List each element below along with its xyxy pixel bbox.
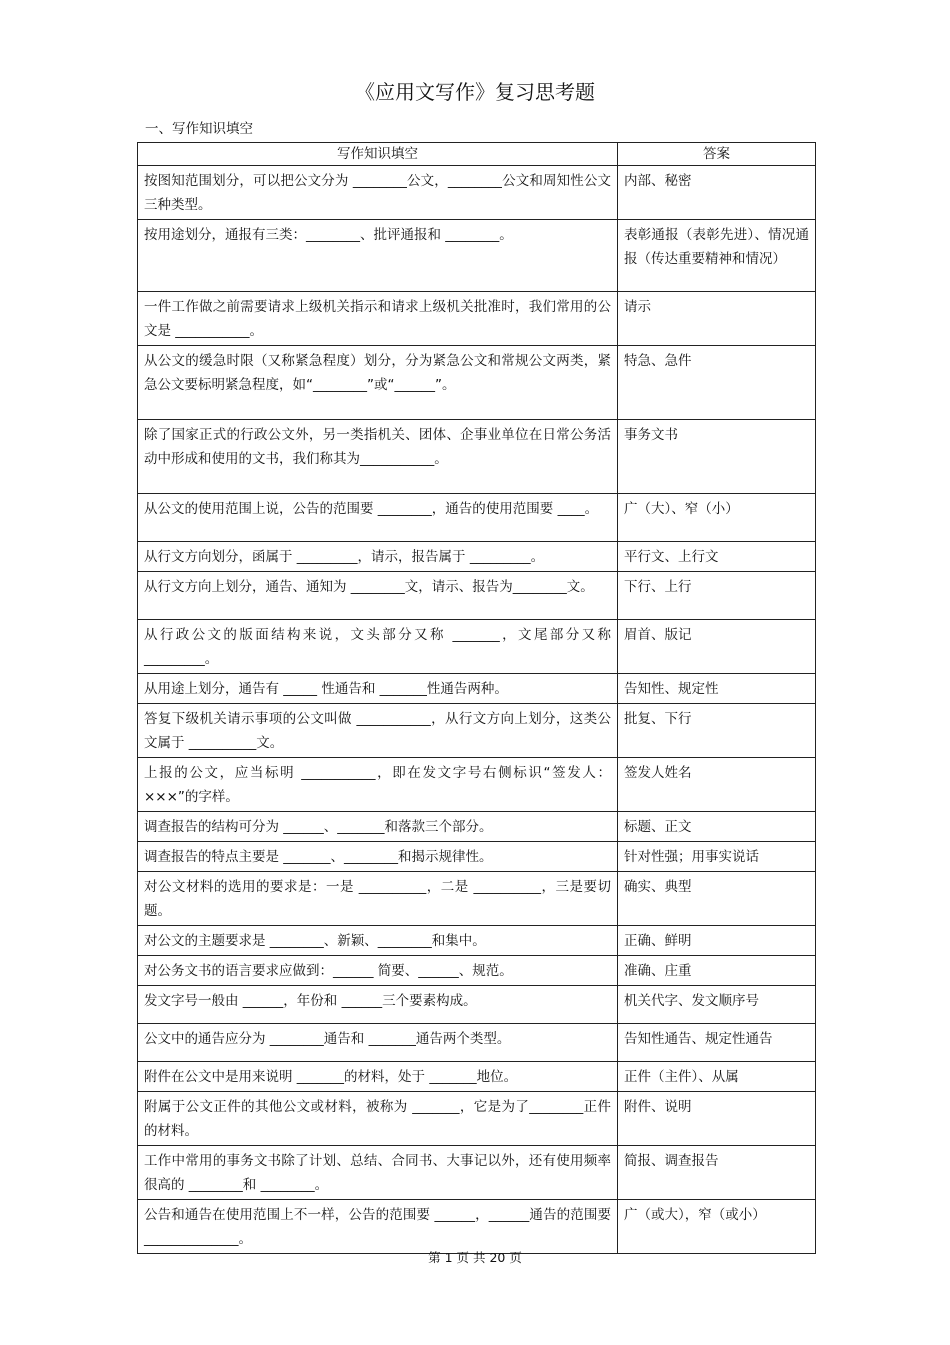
question-cell: 公告和通告在使用范围上不一样，公告的范围要 ______，______通告的范围要 ______________。 (138, 1200, 618, 1254)
answer-cell: 机关代字、发文顺序号 (618, 986, 816, 1024)
table-row (138, 220, 816, 292)
table-row (138, 346, 816, 420)
table-row (138, 926, 816, 956)
answer-cell: 眉首、版记 (618, 620, 816, 674)
answer-cell: 正确、鲜明 (618, 926, 816, 956)
answer-cell: 事务文书 (618, 420, 816, 494)
answer-cell: 表彰通报（表彰先进）、情况通报（传达重要精神和情况） (618, 220, 816, 292)
table-row (138, 956, 816, 986)
page-title: 《应用文写作》复习思考题 (355, 80, 595, 104)
question-cell: 从用途上划分，通告有 _____ 性通告和 _______性通告两种。 (138, 674, 618, 704)
table-row (138, 1062, 816, 1092)
table-row (138, 758, 816, 812)
table-row (138, 986, 816, 1024)
answer-cell: 批复、下行 (618, 704, 816, 758)
question-cell: 发文字号一般由 ______，年份和 ______三个要素构成。 (138, 986, 618, 1024)
question-cell: 工作中常用的事务文书除了计划、总结、合同书、大事记以外，还有使用频率很高的 ________和 ________。 (138, 1146, 618, 1200)
table-row (138, 1024, 816, 1062)
table-row (138, 494, 816, 542)
question-cell: 附属于公文正件的其他公文或材料，被称为 _______，它是为了________正件的材料。 (138, 1092, 618, 1146)
table-header-row (138, 143, 816, 166)
answer-cell: 特急、急件 (618, 346, 816, 420)
question-cell: 除了国家正式的行政公文外，另一类指机关、团体、企事业单位在日常公务活动中形成和使用的文书，我们称其为___________。 (138, 420, 618, 494)
question-cell: 调查报告的特点主要是 _______、________和揭示规律性。 (138, 842, 618, 872)
question-cell: 从行文方向上划分，通告、通知为 ________文，请示、报告为________文。 (138, 572, 618, 620)
question-cell: 附件在公文中是用来说明 _______的材料，处于 _______地位。 (138, 1062, 618, 1092)
table-row (138, 292, 816, 346)
question-cell: 调查报告的结构可分为 ______、_______和落款三个部分。 (138, 812, 618, 842)
answer-cell: 简报、调查报告 (618, 1146, 816, 1200)
answer-cell: 附件、说明 (618, 1092, 816, 1146)
question-cell: 按图知范围划分，可以把公文分为 ________公文，________公文和周知性公文三种类型。 (138, 166, 618, 220)
table-row (138, 572, 816, 620)
question-cell: 上报的公文，应当标明 ___________，即在发文字号右侧标识“签发人：×××”的字样。 (138, 758, 618, 812)
table-row (138, 542, 816, 572)
table-row (138, 872, 816, 926)
column-header-question: 写作知识填空 (138, 143, 618, 166)
table-row (138, 420, 816, 494)
question-cell: 一件工作做之前需要请求上级机关指示和请求上级机关批准时，我们常用的公文是 ___________。 (138, 292, 618, 346)
question-cell: 按用途划分，通报有三类：________、批评通报和 ________。 (138, 220, 618, 292)
answer-cell: 内部、秘密 (618, 166, 816, 220)
table-row (138, 1146, 816, 1200)
question-cell: 公文中的通告应分为 ________通告和 _______通告两个类型。 (138, 1024, 618, 1062)
table-row (138, 1092, 816, 1146)
question-cell: 从公文的缓急时限（又称紧急程度）划分，分为紧急公文和常规公文两类，紧急公文要标明紧急程度，如“________”或“______”。 (138, 346, 618, 420)
qa-table (137, 142, 816, 1254)
answer-cell: 平行文、上行文 (618, 542, 816, 572)
answer-cell: 针对性强；用事实说话 (618, 842, 816, 872)
answer-cell: 广（大）、窄（小） (618, 494, 816, 542)
column-header-answer: 答案 (618, 143, 816, 166)
section-heading: 一、写作知识填空 (145, 121, 253, 137)
answer-cell: 准确、庄重 (618, 956, 816, 986)
question-cell: 对公文材料的选用的要求是：一是 __________，二是 __________，三是要切题。 (138, 872, 618, 926)
answer-cell: 广（或大），窄（或小） (618, 1200, 816, 1254)
answer-cell: 告知性、规定性 (618, 674, 816, 704)
table-row (138, 166, 816, 220)
table-row (138, 1200, 816, 1254)
table-row (138, 812, 816, 842)
table-row (138, 704, 816, 758)
answer-cell: 签发人姓名 (618, 758, 816, 812)
answer-cell: 标题、正文 (618, 812, 816, 842)
question-cell: 对公务文书的语言要求应做到：______ 简要、______、规范。 (138, 956, 618, 986)
question-cell: 从公文的使用范围上说，公告的范围要 ________，通告的使用范围要 ____。 (138, 494, 618, 542)
qa-table-body (138, 166, 816, 1254)
question-cell: 答复下级机关请示事项的公文叫做 ___________，从行文方向上划分，这类公文属于 __________文。 (138, 704, 618, 758)
question-cell: 从行政公文的版面结构来说，文头部分又称 _______，文尾部分又称 _________。 (138, 620, 618, 674)
table-row (138, 674, 816, 704)
table-row (138, 842, 816, 872)
page-footer: 第 1 页 共 20 页 (428, 1250, 522, 1265)
answer-cell: 正件（主件）、从属 (618, 1062, 816, 1092)
question-cell: 对公文的主题要求是 ________、新颖、________和集中。 (138, 926, 618, 956)
answer-cell: 告知性通告、规定性通告 (618, 1024, 816, 1062)
answer-cell: 下行、上行 (618, 572, 816, 620)
table-row (138, 620, 816, 674)
answer-cell: 请示 (618, 292, 816, 346)
answer-cell: 确实、典型 (618, 872, 816, 926)
question-cell: 从行文方向划分，函属于 _________，请示，报告属于 _________。 (138, 542, 618, 572)
